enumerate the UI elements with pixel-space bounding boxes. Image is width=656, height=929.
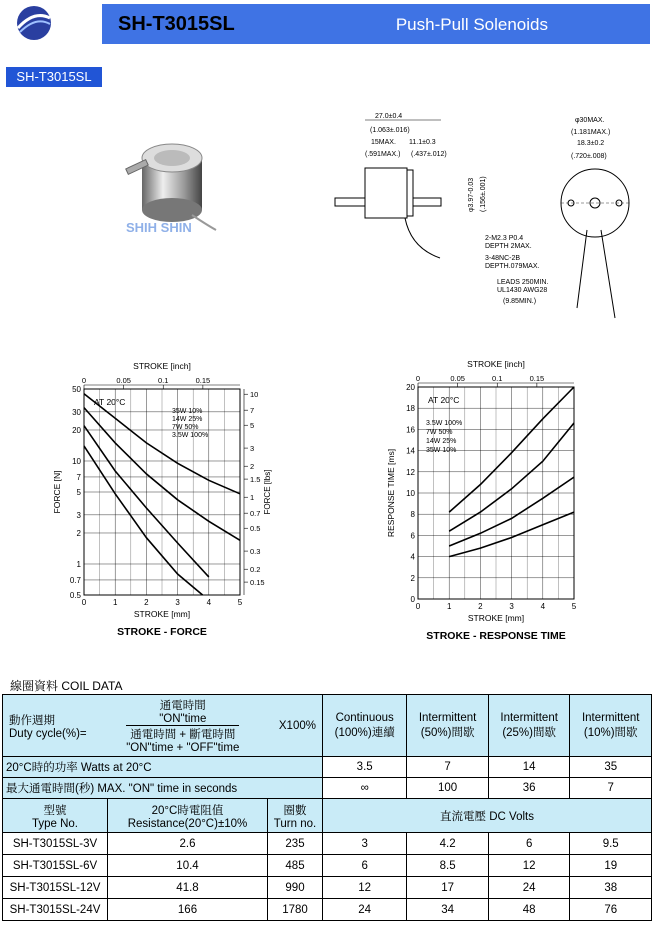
maxon-label: 最大通電時間(秒) MAX. "ON" time in seconds — [3, 778, 323, 799]
dim-pitch-in: (.720±.008) — [571, 153, 607, 160]
table-row — [3, 833, 652, 855]
y-tick-label: 0 — [410, 595, 415, 604]
model-tag: SH-T3015SL — [6, 67, 102, 87]
series-label: 3.5W 100% — [426, 420, 463, 427]
x2-tick-label: 0.1 — [158, 376, 169, 385]
chart-stroke-force — [50, 357, 290, 647]
series-label: 35W 10% — [426, 447, 457, 454]
dim-length: 27.0±0.4 — [375, 113, 403, 120]
cell-volts: 38 — [570, 877, 652, 899]
dim-15max: 15MAX. — [371, 139, 396, 146]
dim-length-in: (1.063±.016) — [370, 127, 410, 134]
cell-volts: 3 — [323, 833, 407, 855]
table-row — [3, 899, 652, 921]
cell-type: SH-T3015SL-3V — [3, 833, 108, 855]
cell-volts: 6 — [488, 833, 570, 855]
y2-tick-label: 0.7 — [250, 509, 261, 519]
cell-turn: 485 — [268, 855, 323, 877]
col-continuous: Continuous (100%)連續 — [323, 695, 407, 757]
y2-tick-label: 0.3 — [250, 547, 261, 557]
duty-cell — [3, 695, 323, 757]
x2-tick-label: 0.1 — [492, 374, 503, 383]
watts-value: 7 — [407, 757, 489, 778]
x-tick-label: 5 — [237, 598, 243, 607]
cell-volts: 9.5 — [570, 833, 652, 855]
y-tick-label: 8 — [410, 510, 415, 520]
y2-tick-label: 10 — [250, 390, 259, 400]
y-tick-label: 6 — [410, 531, 415, 541]
watts-label: 20°C時的功率 Watts at 20°C — [3, 757, 323, 778]
chart-title: STROKE - RESPONSE TIME — [426, 630, 566, 642]
cell-res: 2.6 — [108, 833, 268, 855]
maxon-value: 36 — [488, 778, 570, 799]
x-tick-label: 5 — [571, 602, 577, 611]
y-tick-label: 14 — [406, 446, 415, 456]
y-tick-label: 7 — [76, 472, 81, 482]
x-axis-label: STROKE [mm] — [133, 609, 191, 619]
coil-data-table — [2, 694, 652, 921]
y-tick-label: 0.7 — [69, 575, 81, 585]
duty-num-zh: 通電時間 — [159, 700, 206, 712]
note-leads: LEADS 250MIN. — [497, 279, 549, 286]
series-label: 14W 25% — [426, 438, 457, 445]
duty-num-en: "ON"time — [126, 713, 239, 726]
header-res-zh: 20°C時電阻值 — [151, 804, 224, 817]
product-photo — [112, 120, 222, 240]
x-tick-label: 4 — [540, 602, 546, 611]
y-tick-label: 18 — [406, 404, 415, 414]
cell-res: 41.8 — [108, 877, 268, 899]
dim-11-in: (.437±.012) — [411, 151, 447, 158]
header-turn-zh: 圈數 — [283, 804, 307, 817]
y2-axis-label: FORCE [lbs] — [263, 469, 272, 515]
table-row — [3, 855, 652, 877]
x-tick-label: 4 — [206, 598, 212, 607]
x2-tick-label: 0.05 — [116, 376, 131, 385]
y-tick-label: 12 — [406, 467, 415, 477]
col-int50: Intermittent (50%)間歇 — [407, 695, 489, 757]
y2-tick-label: 7 — [250, 406, 255, 416]
x2-tick-label: 0 — [81, 376, 87, 385]
cell-res: 10.4 — [108, 855, 268, 877]
x2-tick-label: 0.15 — [529, 374, 545, 383]
cell-volts: 76 — [570, 899, 652, 921]
note-depth-in: DEPTH.079MAX. — [485, 263, 540, 270]
watts-value: 14 — [488, 757, 570, 778]
chart-annotation: AT 20°C — [94, 397, 126, 407]
chart-annotation: AT 20°C — [428, 395, 460, 405]
y-tick-label: 5 — [76, 488, 81, 497]
duty-times: X100% — [278, 719, 316, 732]
y-tick-label: 2 — [410, 573, 415, 583]
x-tick-label: 3 — [175, 598, 180, 607]
y-axis-label: FORCE [N] — [52, 470, 62, 514]
page-title: SH-T3015SL — [118, 13, 235, 35]
cell-type: SH-T3015SL-12V — [3, 877, 108, 899]
y-tick-label: 1 — [76, 559, 81, 569]
x2-tick-label: 0.15 — [195, 376, 211, 385]
x2-tick-label: 0.05 — [450, 374, 465, 383]
x-tick-label: 1 — [112, 598, 118, 607]
note-thread-in: 3-48NC-2B — [485, 255, 521, 262]
cell-turn: 1780 — [268, 899, 323, 921]
dim-dia: φ30MAX. — [575, 117, 605, 124]
chart-stroke-response — [380, 357, 590, 647]
cell-type: SH-T3015SL-24V — [3, 899, 108, 921]
cell-volts: 4.2 — [407, 833, 489, 855]
cell-volts: 12 — [323, 877, 407, 899]
y-tick-label: 30 — [72, 407, 81, 417]
header-type-en: Type No. — [31, 817, 79, 830]
maxon-value: ∞ — [323, 778, 407, 799]
cell-volts: 48 — [488, 899, 570, 921]
y2-tick-label: 1 — [250, 493, 255, 503]
cell-volts: 6 — [323, 855, 407, 877]
x2-tick-label: 0 — [415, 374, 421, 383]
dim-shaft: φ3.97-0.03 — [468, 177, 475, 212]
dim-15max-in: (.591MAX.) — [365, 151, 401, 158]
header-type — [3, 799, 108, 833]
x-tick-label: 2 — [478, 602, 483, 611]
coil-data-label: 線圈資料 COIL DATA — [10, 679, 123, 693]
series-label: 35W 10% — [172, 408, 203, 415]
y-axis-label: RESPONSE TIME [ms] — [386, 448, 396, 538]
y-tick-label: 10 — [72, 456, 81, 466]
cell-turn: 235 — [268, 833, 323, 855]
series-line — [84, 446, 203, 595]
note-leads-in: (9.85MIN.) — [503, 298, 537, 305]
y2-tick-label: 0.2 — [250, 565, 261, 575]
cell-volts: 24 — [488, 877, 570, 899]
cell-res: 166 — [108, 899, 268, 921]
col-int10: Intermittent (10%)間歇 — [570, 695, 652, 757]
watermark-text: SHIH SHIN — [126, 220, 192, 235]
y2-tick-label: 1.5 — [250, 475, 261, 485]
y-tick-label: 3 — [76, 510, 81, 520]
y2-tick-label: 2 — [250, 462, 255, 472]
header-type-zh: 型號 — [43, 804, 67, 817]
header-resistance — [108, 799, 268, 833]
col-int25: Intermittent (25%)間歇 — [488, 695, 570, 757]
x-axis-label: STROKE [mm] — [467, 613, 525, 623]
duty-den-zh: 通電時間 + 斷電時間 — [130, 729, 236, 741]
cell-volts: 24 — [323, 899, 407, 921]
chart-title: STROKE - FORCE — [117, 626, 207, 638]
maxon-value: 7 — [570, 778, 652, 799]
series-title: Push-Pull Solenoids — [395, 15, 548, 34]
series-label: 7W 50% — [426, 429, 453, 436]
cell-type: SH-T3015SL-6V — [3, 855, 108, 877]
company-logo — [6, 4, 62, 42]
watts-value: 35 — [570, 757, 652, 778]
header-volts: 直流電壓 DC Volts — [323, 799, 652, 833]
duty-prefix: Duty cycle(%)= — [9, 727, 87, 740]
note-thread: 2-M2.3 P0.4 — [485, 235, 524, 242]
y-tick-label: 4 — [410, 552, 415, 562]
cell-turn: 990 — [268, 877, 323, 899]
y-tick-label: 20 — [72, 425, 81, 435]
y-tick-label: 50 — [72, 385, 81, 394]
x-tick-label: 3 — [509, 602, 514, 611]
cell-volts: 19 — [570, 855, 652, 877]
x-tick-label: 0 — [81, 598, 87, 607]
note-depth: DEPTH 2MAX. — [485, 243, 532, 250]
header-turns — [268, 799, 323, 833]
header-bar — [102, 4, 650, 44]
cell-volts: 17 — [407, 877, 489, 899]
note-ul: UL1430 AWG28 — [497, 287, 548, 294]
y2-tick-label: 5 — [250, 421, 255, 431]
y2-tick-label: 3 — [250, 444, 255, 454]
y-tick-label: 16 — [406, 425, 415, 435]
table-row — [3, 877, 652, 899]
x2-axis-label: STROKE [inch] — [133, 361, 191, 371]
maxon-value: 100 — [407, 778, 489, 799]
y-tick-label: 20 — [406, 383, 415, 392]
x-tick-label: 1 — [446, 602, 452, 611]
cell-volts: 12 — [488, 855, 570, 877]
cell-volts: 8.5 — [407, 855, 489, 877]
x-tick-label: 2 — [144, 598, 149, 607]
y2-tick-label: 0.5 — [250, 524, 261, 534]
header-turn-en: Turn no. — [273, 817, 317, 830]
series-label: 7W 50% — [172, 424, 199, 431]
dimension-drawing — [325, 108, 645, 328]
duty-label: 動作週期 — [9, 714, 55, 727]
y-tick-label: 0.5 — [69, 591, 81, 600]
x-tick-label: 0 — [415, 602, 421, 611]
dim-11: 11.1±0.3 — [409, 139, 436, 146]
series-label: 14W 25% — [172, 416, 203, 423]
y2-tick-label: 0.15 — [250, 578, 265, 588]
y-tick-label: 10 — [406, 489, 415, 498]
dim-pitch: 18.3±0.2 — [577, 140, 605, 147]
dim-shaft-in: (.156±.001) — [480, 176, 487, 212]
watts-value: 3.5 — [323, 757, 407, 778]
duty-den-en: "ON"time + "OFF"time — [126, 742, 240, 754]
series-label: 3.5W 100% — [172, 432, 209, 439]
x2-axis-label: STROKE [inch] — [467, 359, 525, 369]
cell-volts: 34 — [407, 899, 489, 921]
y-tick-label: 2 — [76, 528, 81, 538]
dim-dia-in: (1.181MAX.) — [571, 129, 611, 136]
header-res-en: Resistance(20°C)±10% — [127, 817, 248, 830]
